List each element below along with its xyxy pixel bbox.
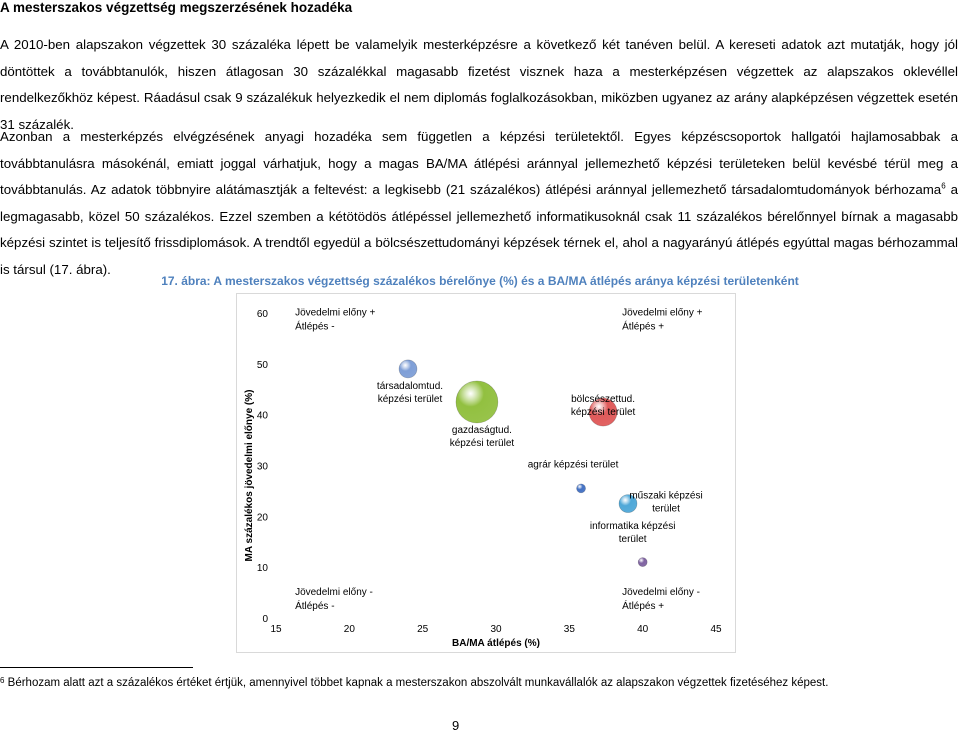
footnote-rule xyxy=(0,667,193,668)
y-tick-label: 50 xyxy=(256,359,268,371)
bubble-label: képzési terület xyxy=(570,407,636,419)
bubble-label: terület xyxy=(618,534,647,546)
y-tick-label: 30 xyxy=(256,461,268,473)
data-bubble xyxy=(638,558,647,567)
footnote xyxy=(0,677,828,689)
footnote-marker: 6 xyxy=(0,676,5,685)
quadrant-label-line2: Átlépés - xyxy=(295,601,335,613)
y-tick-label: 60 xyxy=(256,309,268,320)
paragraph-2-text-b: a legmagasabb, közel 50 százalékos. Ezzel szemben a kétötödös átlépéssel jellemezhető informatikusoknál csak 11 százalékos bérelőnnyel bírnak a magasabb képzési szintet is teljesítő frissdiplomások. A trendtől egyedül a bölcsészettudományi képzések térnek el, ahol a nagyarányú átlépés egyúttal magas bérhozammal is társul (17. ábra). xyxy=(0,182,958,277)
paragraph-2 xyxy=(0,124,958,283)
quadrant-label-line1: Jövedelmi előny + xyxy=(622,307,703,319)
bubble-label: társadalomtud. xyxy=(376,380,444,392)
footnote-reference[interactable]: 6 xyxy=(941,181,946,191)
bubble-label: informatika képzési xyxy=(589,521,676,533)
quadrant-label-line1: Jövedelmi előny - xyxy=(295,587,373,599)
bubble-label: agrár képzési terület xyxy=(527,459,619,471)
bubble-label: bölcsészettud. xyxy=(571,394,636,406)
bubble-label: képzési terület xyxy=(449,437,515,449)
data-bubble xyxy=(456,381,498,423)
quadrant-label-line2: Átlépés + xyxy=(622,321,665,333)
quadrant-label-line1: Jövedelmi előny - xyxy=(622,587,700,599)
y-tick-label: 40 xyxy=(256,410,268,422)
y-axis-title: MA százalékos jövedelmi előnye (%) xyxy=(244,389,255,562)
x-axis-title: BA/MA átlépés (%) xyxy=(452,638,540,649)
paragraph-2-text-a: Azonban a mesterképzés elvégzésének anyagi hozadéka sem független a képzési területektől. Egyes képzéscsoportok hallgatói hajlamosabbak a továbbtanulásra másokénál, emiatt joggal várhatjuk, hogy a magas BA/MA átlépési aránnyal jellemezhető képzési területeken belül kevésbé térül meg a továbbtanulás. Az adatok többnyire alátámasztják a feltevést: a legkisebb (21 százalékos) átlépési aránnyal jellemezhető társadalomtudományok bérhozama xyxy=(0,129,958,197)
footnote-text: Bérhozam alatt azt a százalékos értéket értjük, amennyivel többet kapnak a mesterszakon abszolvált munkavállalók az alapszakon végzettek fizetéséhez képest. xyxy=(4,677,829,689)
bubble-chart xyxy=(236,293,736,653)
data-bubble xyxy=(399,360,417,378)
bubble-label: gazdaságtud. xyxy=(451,424,512,436)
x-tick-label: 45 xyxy=(710,624,722,635)
x-tick-label: 15 xyxy=(270,624,282,635)
x-tick-label: 40 xyxy=(637,624,649,635)
data-bubble xyxy=(577,484,586,493)
x-tick-label: 30 xyxy=(490,624,502,635)
bubble-label: képzési terület xyxy=(377,393,443,405)
chart-frame xyxy=(237,294,736,653)
section-heading: A mesterszakos végzettség megszerzésének hozadéka xyxy=(0,0,353,15)
x-tick-label: 20 xyxy=(343,624,355,635)
quadrant-label-line2: Átlépés - xyxy=(295,321,335,333)
bubble-label: műszaki képzési xyxy=(629,490,703,502)
paragraph-1: A 2010-ben alapszakon végzettek 30 százaléka lépett be valamelyik mesterképzésre a következő két tanéven belül. A kereseti adatok azt mutatják, hogy jól döntöttek a továbbtanulók, hiszen átlagosan 30 százalékkal magasabb fizetést visznek haza a mesterképzésen végzettek az alapszakos oklevéllel rendelkezőkhöz képest. Ráadásul csak 9 százalékuk helyezkedik el nem diplomás foglalkozásokban, miközben ugyanez az arány alapképzésen végzettek esetén 31 százalék. xyxy=(0,37,958,132)
figure-caption: 17. ábra: A mesterszakos végzettség százalékos bérelőnye (%) és a BA/MA átlépés aránya képzési területenként xyxy=(161,274,799,288)
y-tick-label: 20 xyxy=(256,512,268,524)
bubble-label: terület xyxy=(652,503,680,515)
x-tick-label: 25 xyxy=(417,624,429,635)
x-tick-label: 35 xyxy=(563,624,575,635)
y-tick-label: 0 xyxy=(262,614,268,625)
page-number: 9 xyxy=(452,718,460,733)
quadrant-label-line2: Átlépés + xyxy=(622,601,665,613)
y-tick-label: 10 xyxy=(256,563,268,575)
quadrant-label-line1: Jövedelmi előny + xyxy=(295,307,376,319)
